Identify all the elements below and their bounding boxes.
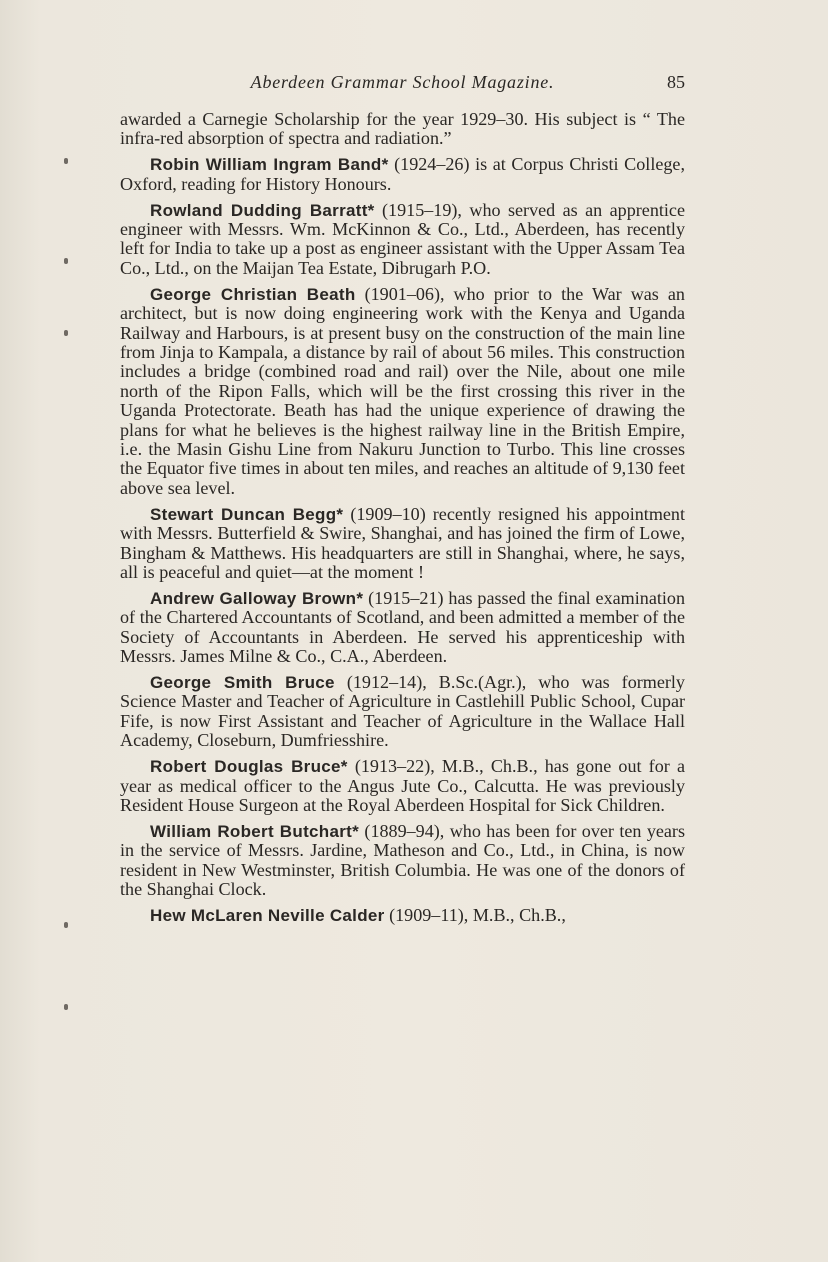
entry-name: Hew McLaren Neville Calder [150, 905, 385, 925]
entry-text: awarded a Carnegie Scholarship for the year 1929–30. His subject is “ The infra-red absorption of spectra and radiation.” [120, 109, 685, 149]
entry-text: (1912–14), B.Sc.(Agr.), who was formerly Science Master and Teacher of Agriculture in Castlehill Public School, Cupar Fife, is now First Assistant and Teacher of Agriculture in the Wallace Hall Academy, Closeburn, Dumfriesshire. [120, 671, 685, 751]
entry-begg [120, 505, 685, 583]
entry-name: William Robert Butchart* [150, 821, 360, 841]
entry-text: (1924–26) is at Corpus Christi College, Oxford, reading for History Honours. [120, 154, 685, 194]
entry-bruce-robert [120, 757, 685, 815]
entry-text: (1915–19), who served as an apprentice engineer with Messrs. Wm. McKinnon & Co., Ltd., Aberdeen, has recently left for India to take up a post as engineer assistant with the Upper Assam Tea Co., Ltd., on the Maijan Tea Estate, Dibrugarh P.O. [120, 199, 685, 278]
margin-mark [64, 922, 68, 928]
entry-text: (1915–21) has passed the final examination of the Chartered Accountants of Scotland, and been admitted a member of the Society of Accountants in Aberdeen. He served his apprenticeship with Messrs. James Milne & Co., C.A., Aberdeen. [120, 587, 685, 667]
entry-text: (1909–11), M.B., Ch.B., [384, 904, 566, 925]
entry-calder [120, 906, 685, 925]
entry-name: George Smith Bruce [150, 672, 335, 692]
entry-bruce-george [120, 673, 685, 751]
entry-name: George Christian Beath [150, 284, 356, 304]
running-title: Aberdeen Grammar School Magazine. [250, 72, 555, 92]
entry-name: Rowland Dudding Barratt* [150, 200, 375, 220]
entry-beath [120, 285, 685, 498]
entry-band [120, 155, 685, 194]
page-number: 85 [667, 72, 685, 92]
running-head [120, 72, 685, 98]
margin-mark [64, 1004, 68, 1010]
entry-name: Andrew Galloway Brown* [150, 588, 364, 608]
entry-text: (1901–06), who prior to the War was an architect, but is now doing engineering work with the Kenya and Uganda Railway and Harbours, is at present busy on the construction of the main line from Jinja to Kampala, a distance by rail of about 56 miles. This construction includes a bridge (combined road and rail) over the Nile, about one mile north of the Ripon Falls, which will be the first crossing this river in the Uganda Protectorate. Beath has had the unique experience of drawing the plans for what he believes is the highest railway line in the British Empire, i.e. the Masin Gishu Line from Nakuru Junction to Turbo. This line crosses the Equator five times in about ten miles, and reaches an altitude of 9,130 feet above sea level. [120, 283, 685, 498]
entry-name: Robin William Ingram Band* [150, 155, 389, 175]
entry-butchart [120, 822, 685, 900]
entry-continuation [120, 110, 685, 149]
margin-mark [64, 258, 68, 264]
margin-mark [64, 330, 68, 336]
body-text [120, 110, 685, 932]
margin-mark [64, 158, 68, 164]
entry-text: (1909–10) recently resigned his appointment with Messrs. Butterfield & Swire, Shanghai, and has joined the firm of Lowe, Bingham & Matthews. His headquarters are still in Shanghai, where, he says, all is peaceful and quiet—at the moment ! [120, 503, 685, 582]
entry-barratt [120, 201, 685, 279]
entry-name: Robert Douglas Bruce* [150, 757, 348, 777]
entry-text: (1913–22), M.B., Ch.B., has gone out for a year as medical officer to the Angus Jute Co., Calcutta. He was previously Resident House Surgeon at the Royal Aberdeen Hospital for Sick Children. [120, 756, 685, 815]
entry-text: (1889–94), who has been for over ten years in the service of Messrs. Jardine, Matheson and Co., Ltd., in China, is now resident in New Westminster, British Columbia. He was one of the donors of the Shanghai Clock. [120, 820, 685, 900]
entry-brown [120, 589, 685, 667]
entry-name: Stewart Duncan Begg* [150, 504, 344, 524]
